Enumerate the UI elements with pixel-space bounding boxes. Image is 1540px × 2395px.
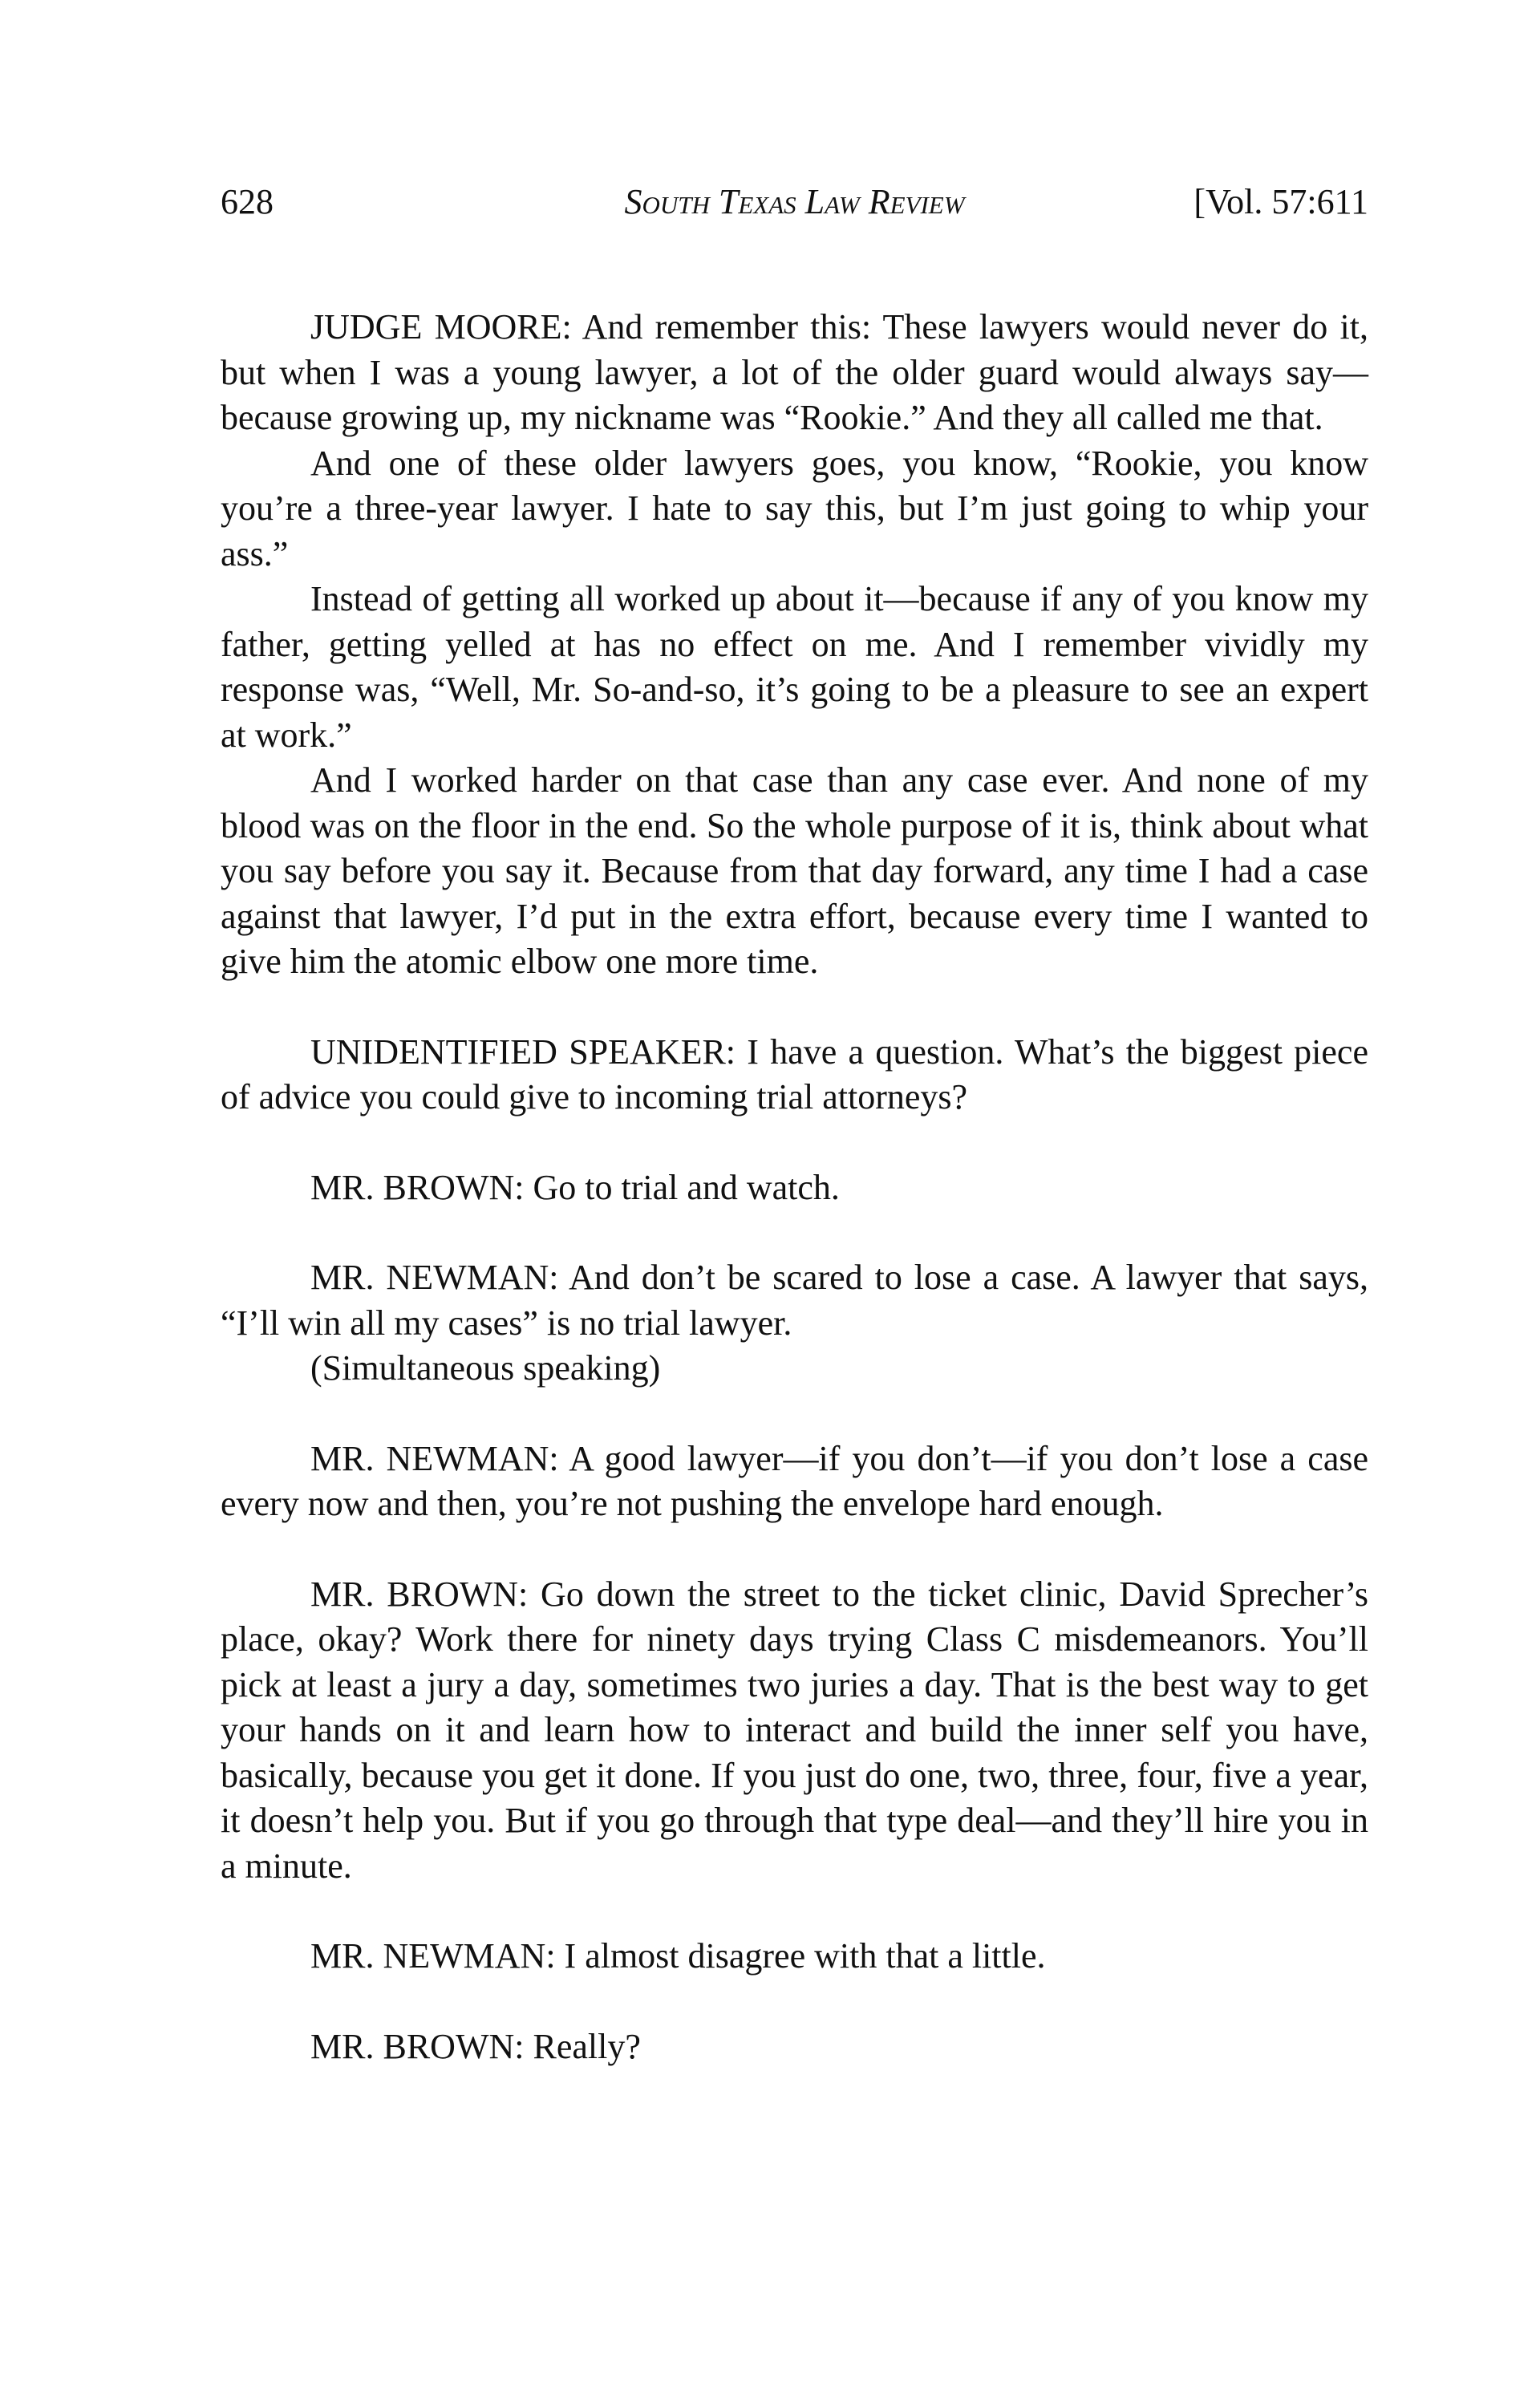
- paragraph-mr-newman-1: MR. NEWMAN: And don’t be scared to lose a case. A lawyer that says, “I’ll win all my cases” is no trial lawyer.: [221, 1258, 1368, 1343]
- volume-citation: [Vol. 57:611: [1194, 182, 1368, 221]
- paragraph-judge-moore-3: Instead of getting all worked up about it—because if any of you know my father, getting yelled at has no effect on me. And I remember vividly my response was, “Well, Mr. So-and-so, it’s going to be a pleasure to see an expert at work.”: [221, 579, 1368, 755]
- paragraph-judge-moore-4: And I worked harder on that case than any case ever. And none of my blood was on the floor in the end. So the whole purpose of it is, think about what you say before you say it. Because from that day forward, any time I had a case against that lawyer, I’d put in the extra effort, because every time I wanted to give him the atomic elbow one more time.: [221, 760, 1368, 981]
- paragraph-unidentified-speaker: UNIDENTIFIED SPEAKER: I have a question. What’s the biggest piece of advice you could give to incoming trial attorneys?: [221, 1031, 1368, 1116]
- paragraph-judge-moore-2: And one of these older lawyers goes, you know, “Rookie, you know you’re a three-year lawyer. I hate to say this, but I’m just going to whip your ass.”: [221, 443, 1368, 573]
- paragraph-mr-newman-3: MR. NEWMAN: I almost disagree with that a little.: [310, 1936, 1046, 1976]
- paragraph-simultaneous-speaking: (Simultaneous speaking): [310, 1348, 661, 1388]
- paragraph-mr-brown-1: MR. BROWN: Go to trial and watch.: [310, 1167, 840, 1207]
- transcript-body: [221, 305, 1368, 2069]
- page-number: 628: [221, 182, 274, 221]
- paragraph-mr-brown-3: MR. BROWN: Really?: [310, 2026, 641, 2066]
- paragraph-judge-moore-1: JUDGE MOORE: And remember this: These lawyers would never do it, but when I was a young lawyer, a lot of the older guard would always say—because growing up, my nickname was “Rookie.” And they all called me that.: [221, 307, 1368, 437]
- journal-title: South Texas Law Review: [624, 182, 965, 221]
- paragraph-mr-newman-2: MR. NEWMAN: A good lawyer—if you don’t—if you don’t lose a case every now and then, you’re not pushing the envelope hard enough.: [221, 1438, 1368, 1523]
- paragraph-mr-brown-2: MR. BROWN: Go down the street to the ticket clinic, David Sprecher’s place, okay? Work there for ninety days trying Class C misdemeanors. You’ll pick at least a jury a day, sometimes two juries a day. That is the best way to get your hands on it and learn how to interact and build the inner self you have, basically, because you get it done. If you just do one, two, three, four, five a year, it doesn’t help you. But if you go through that type deal—and they’ll hire you in a minute.: [221, 1574, 1368, 1886]
- running-header: [221, 178, 1368, 226]
